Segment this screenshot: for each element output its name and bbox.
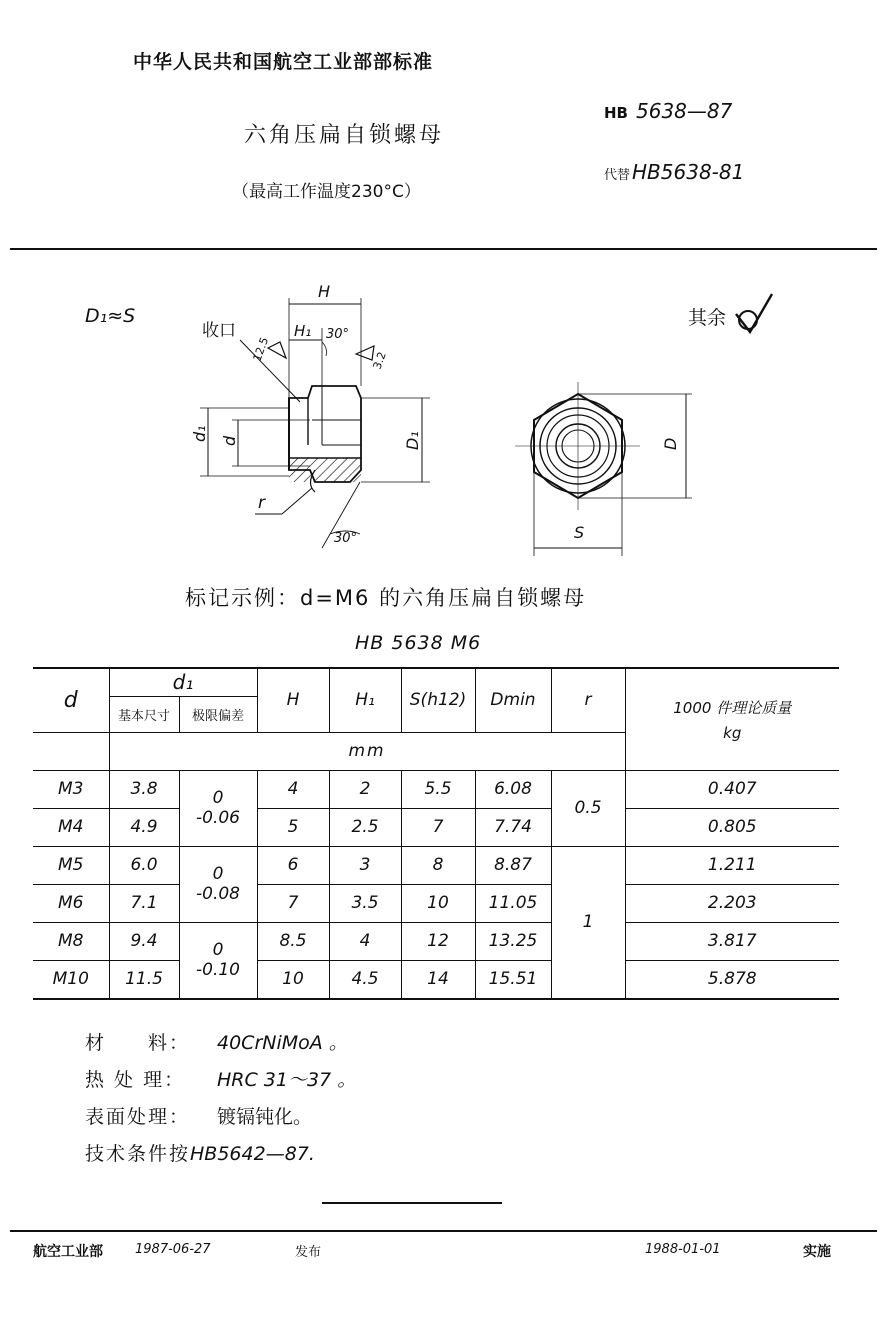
col-header-S: S(h12) xyxy=(401,668,475,732)
dim-H1-label: H₁ xyxy=(294,322,312,340)
table-row xyxy=(33,922,839,960)
cell-mass: 3.817 xyxy=(625,922,839,960)
unit-row: mm xyxy=(109,732,625,770)
cell-d1: 3.8 xyxy=(109,770,179,808)
end-rule xyxy=(322,1202,502,1204)
cell-H1: 2 xyxy=(329,770,401,808)
dim-r-label: r xyxy=(258,493,265,513)
issuing-organization: 中华人民共和国航空工业部部标准 xyxy=(133,51,434,73)
note-heat-treatment: 热 处 理： HRC 31～37 。 xyxy=(85,1069,357,1091)
cell-d: M3 xyxy=(33,770,109,808)
cell-H: 4 xyxy=(257,770,329,808)
cell-mass: 0.805 xyxy=(625,808,839,846)
cell-H1: 3 xyxy=(329,846,401,884)
cell-S: 10 xyxy=(401,884,475,922)
technical-notes xyxy=(85,1025,356,1173)
cell-tol: 0 -0.08 xyxy=(179,846,257,922)
callout-shoukou: 收口 xyxy=(202,321,236,341)
col-header-mass xyxy=(625,668,839,770)
standard-number-value: 5638—87 xyxy=(636,99,733,123)
cell-Dmin: 11.05 xyxy=(475,884,551,922)
table-row xyxy=(33,770,839,808)
col-header-mass-line1: 1000 件理论质量 xyxy=(673,698,792,717)
col-header-H: H xyxy=(257,668,329,732)
cell-d: M5 xyxy=(33,846,109,884)
cell-r: 1 xyxy=(551,846,625,999)
replaces-label: 代替 xyxy=(604,168,631,183)
cell-Dmin: 8.87 xyxy=(475,846,551,884)
dim-d-label: d xyxy=(220,435,239,446)
cell-tol: 0 -0.06 xyxy=(179,770,257,846)
cell-H: 6 xyxy=(257,846,329,884)
cell-S: 7 xyxy=(401,808,475,846)
dimensions-table xyxy=(33,667,839,1000)
dim-D1-label: D₁ xyxy=(403,431,422,450)
note-material: 材 料： 40CrNiMoA 。 xyxy=(85,1032,348,1054)
document-subtitle: （最高工作温度230°C） xyxy=(232,182,421,202)
cell-mass: 1.211 xyxy=(625,846,839,884)
document-title: 六角压扁自锁螺母 xyxy=(244,123,445,148)
dim-d1-d xyxy=(190,408,310,476)
cell-S: 8 xyxy=(401,846,475,884)
cell-r: 0.5 xyxy=(551,770,625,846)
angle-top-label: 30° xyxy=(326,327,350,342)
table-row xyxy=(33,808,839,846)
cell-mass: 0.407 xyxy=(625,770,839,808)
cell-H1: 4.5 xyxy=(329,960,401,999)
roughness-right-value: 3.2 xyxy=(370,350,389,372)
cell-d: M6 xyxy=(33,884,109,922)
cell-d1: 7.1 xyxy=(109,884,179,922)
cell-S: 14 xyxy=(401,960,475,999)
footer-issue-date: 1987-06-27 xyxy=(135,1242,211,1257)
col-header-Dmin: Dmin xyxy=(475,668,551,732)
cell-Dmin: 6.08 xyxy=(475,770,551,808)
table-row xyxy=(33,960,839,999)
cell-H: 7 xyxy=(257,884,329,922)
header-rule xyxy=(10,248,877,250)
footer-impl-date: 1988-01-01 xyxy=(645,1242,721,1257)
dim-d1-label: d₁ xyxy=(190,425,209,442)
cell-Dmin: 15.51 xyxy=(475,960,551,999)
note-technical-conditions: 技术条件按HB5642—87. xyxy=(85,1143,315,1165)
standard-prefix: HB xyxy=(604,104,628,122)
angle-bottom-label: 30° xyxy=(334,531,358,546)
cell-Dmin: 7.74 xyxy=(475,808,551,846)
cell-mass: 2.203 xyxy=(625,884,839,922)
cell-tol: 0 -0.10 xyxy=(179,922,257,999)
cell-H1: 3.5 xyxy=(329,884,401,922)
roughness-other-label: 其余 xyxy=(688,307,727,329)
roughness-check-icon xyxy=(736,294,772,332)
col-header-H1: H₁ xyxy=(329,668,401,732)
footer-issued-label: 发布 xyxy=(295,1245,322,1260)
footer-rule xyxy=(10,1230,877,1232)
col-header-mass-line2: kg xyxy=(723,723,742,742)
table-row xyxy=(33,846,839,884)
cell-d: M8 xyxy=(33,922,109,960)
cell-S: 12 xyxy=(401,922,475,960)
cell-H1: 2.5 xyxy=(329,808,401,846)
replaces-standard xyxy=(604,160,744,184)
cell-S: 5.5 xyxy=(401,770,475,808)
dim-D1 xyxy=(361,398,430,482)
dim-D-label: D xyxy=(661,437,680,450)
col-header-d1-basic: 基本尺寸 xyxy=(109,696,179,732)
cell-d1: 9.4 xyxy=(109,922,179,960)
cell-d: M10 xyxy=(33,960,109,999)
dim-H-label: H xyxy=(318,282,331,301)
footer-implemented-label: 实施 xyxy=(803,1244,831,1260)
table-row xyxy=(33,884,839,922)
cell-H: 8.5 xyxy=(257,922,329,960)
col-header-d: d xyxy=(33,668,109,732)
marking-code: HB 5638 M6 xyxy=(355,632,482,654)
cell-d1: 4.9 xyxy=(109,808,179,846)
cell-d1: 11.5 xyxy=(109,960,179,999)
footer-department: 航空工业部 xyxy=(33,1244,103,1260)
cell-d: M4 xyxy=(33,808,109,846)
marking-example: 标记示例：d=M6 的六角压扁自锁螺母 xyxy=(185,586,587,610)
col-header-d1: d₁ xyxy=(109,668,257,696)
cell-mass: 5.878 xyxy=(625,960,839,999)
note-surface-treatment: 表面处理： 镀镉钝化。 xyxy=(85,1106,313,1128)
dim-S-label: S xyxy=(574,523,585,542)
col-header-d1-tol: 极限偏差 xyxy=(179,696,257,732)
col-header-r: r xyxy=(551,668,625,732)
dim-H1 xyxy=(289,322,349,386)
cell-H: 10 xyxy=(257,960,329,999)
roughness-left-value: 12.5 xyxy=(250,335,272,364)
standard-number xyxy=(604,99,732,123)
d1-approx-note: D₁≈S xyxy=(85,305,136,327)
cell-d1: 6.0 xyxy=(109,846,179,884)
nut-drawing xyxy=(60,270,780,570)
replaces-number: HB5638-81 xyxy=(632,160,745,184)
cell-Dmin: 13.25 xyxy=(475,922,551,960)
cell-H1: 4 xyxy=(329,922,401,960)
cell-H: 5 xyxy=(257,808,329,846)
